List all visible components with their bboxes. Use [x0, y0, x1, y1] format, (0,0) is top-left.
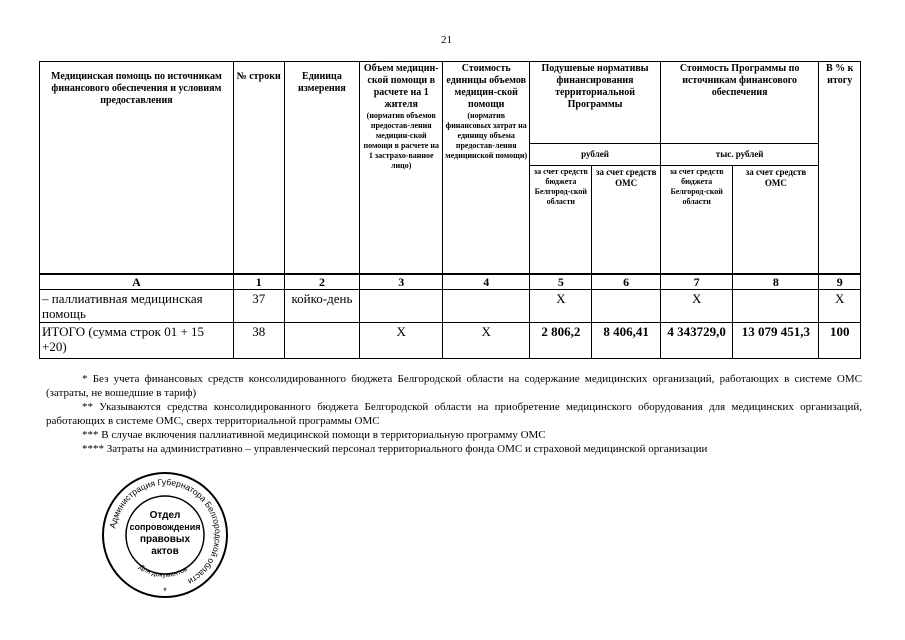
stamp-line-2: сопровождения	[129, 522, 201, 532]
stamp-line-4: актов	[151, 546, 179, 557]
column-index-row: А 1 2 3 4 5 6 7 8 9	[40, 274, 861, 290]
header-col-9: В % к итогу	[819, 62, 861, 274]
header-col-5: за счет средств бюджета Белгород-ской области	[530, 166, 592, 274]
header-col-3: Объем медицин-ской помощи в расчете на 1 жителя (норматив объемов предостав-ления медицин-ской помощи в расчете на 1 застрахо-ванное лицо)	[360, 62, 443, 274]
svg-text:*: *	[163, 586, 167, 596]
stamp-ring-text: Администрация Губернатора Белгородской области	[107, 476, 224, 587]
table-row-total: ИТОГО (сумма строк 01 + 15 +20) 38 Х Х 2 806,2 8 406,41 4 343729,0 13 079 451,3 100	[40, 322, 861, 358]
header-col-78: Стоимость Программы по источникам финансового обеспечения	[660, 62, 819, 144]
header-col-4: Стоимость единицы объемов медицин-ской помощи (норматив финансовых затрат на единицу объема предостав-ления медицинской помощи)	[443, 62, 530, 274]
header-col-2: Единица измерения	[284, 62, 360, 274]
header-col-7: за счет средств бюджета Белгород-ской области	[660, 166, 733, 274]
header-col-a: Медицинская помощь по источникам финансового обеспечения и условиям предоставления	[40, 62, 234, 274]
header-col-6: за счет средств ОМС	[592, 166, 660, 274]
stamp-line-3: правовых	[139, 534, 191, 545]
footnotes	[46, 372, 862, 456]
header-col-56: Подушевые нормативы финансирования территориальной Программы	[530, 62, 661, 144]
footnote-2: ** Указываются средства консолидированного бюджета Белгородской области на приобретение медицинского оборудования для медицинских организаций, работающих в системе ОМС, сверх территориальной программы ОМС	[46, 401, 862, 427]
financing-table	[39, 61, 861, 359]
stamp-bottom-text: Для документов	[137, 563, 189, 579]
footnote-3: *** В случае включения паллиативной медицинской помощи в территориальную программу ОМС	[82, 429, 546, 441]
header-col-78-unit: тыс. рублей	[660, 144, 819, 166]
department-stamp	[100, 470, 230, 600]
header-col-8: за счет средств ОМС	[733, 166, 819, 274]
table-row: – паллиативная медицинская помощь 37 койко-день Х Х Х	[40, 289, 861, 322]
svg-text:Для документов	[138, 564, 190, 579]
header-col-1: № строки	[233, 62, 284, 274]
footnote-1: * Без учета финансовых средств консолидированного бюджета Белгородской области на содержание медицинских организаций, работающих в системе ОМС (затраты, не вошедшие в тариф)	[46, 373, 862, 399]
header-col-56-unit: рублей	[530, 144, 661, 166]
footnote-4: **** Затраты на административно – управленческий персонал территориального фонда ОМС и страховой медицинской организации	[82, 443, 708, 455]
stamp-line-1: Отдел	[149, 510, 181, 521]
page-number: 21	[441, 34, 452, 46]
